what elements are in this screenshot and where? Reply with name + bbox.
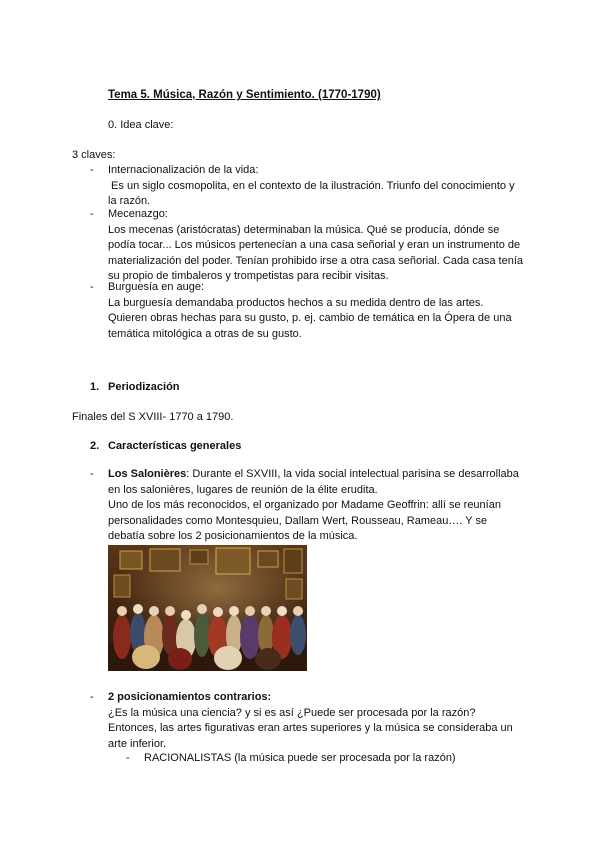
salonieres-first-line — [108, 467, 528, 483]
clave-3-line: Quieren obras hechas para su gusto, p. ej. cambio de temática en la Ópera de una — [108, 312, 512, 324]
clave-2-line: Los mecenas (aristócratas) determinaban la música. Qué se producía, dónde se — [108, 223, 500, 236]
list-bullet: - — [90, 164, 94, 176]
section-1-title: Periodización — [108, 381, 180, 393]
clave-2-line: materialización del poder. Tenían prohibido irse a otra casa señorial. Cada casa tenía — [108, 254, 523, 267]
section-1-text: Finales del S XVIII- 1770 a 1790. — [72, 411, 234, 423]
salonieres-line: debatía sobre los 2 posicionamientos de la música. — [108, 530, 358, 542]
salon-painting — [108, 545, 307, 671]
salonieres-label: Los Salonières — [108, 468, 187, 480]
clave-2-heading: Mecenazgo: — [108, 208, 168, 220]
list-bullet: - — [90, 691, 94, 703]
list-bullet: - — [90, 208, 94, 220]
clave-1-heading: Internacionalización de la vida: — [108, 164, 259, 176]
clave-1-line: Es un siglo cosmopolita, en el contexto de la ilustración. Triunfo del conocimiento y — [108, 179, 515, 192]
list-bullet: - — [90, 281, 94, 293]
salonieres-rest: : Durante el SXVIII, la vida social intelectual parisina se desarrollaba — [186, 468, 519, 480]
posicionamientos-title: 2 posicionamientos contrarios: — [108, 691, 272, 703]
clave-3-heading: Burguesía en auge: — [108, 281, 205, 293]
salonieres-line: personalidades como Montesquieu, Dallam Wert, Rousseau, Rameau…. Y se — [108, 514, 488, 527]
list-bullet: - — [90, 468, 94, 480]
clave-3 — [108, 280, 528, 342]
clave-3-line: La burguesía demandaba productos hechos a su medida dentro de las artes. — [108, 296, 484, 309]
salonieres-line: Uno de los más reconocidos, el organizado por Madame Geoffrin: allí se reunían — [108, 499, 501, 511]
clave-2-line: podía tocar... Los músicos pertenecían a una casa señorial y eran un instrumento de — [108, 239, 521, 251]
idea-clave-heading: 0. Idea clave: — [108, 119, 174, 131]
posicionamientos-line: Entonces, las artes figurativas eran artes superiores y la música se consideraba un — [108, 722, 513, 734]
section-2-title: Características generales — [108, 440, 242, 452]
racionalistas-item: RACIONALISTAS (la música puede ser procesada por la razón) — [144, 752, 456, 764]
clave-2-line: su propio de timbaleros y trompetistas para recibir visitas. — [108, 270, 389, 282]
salon-painting-art — [108, 545, 307, 671]
clave-2 — [108, 207, 528, 285]
salonieres-line: en los salonières, lugares de reunión de la élite erudita. — [108, 483, 378, 496]
section-1-number: 1. — [90, 381, 100, 393]
clave-1 — [108, 163, 528, 210]
clave-1-line: la razón. — [108, 195, 151, 207]
clave-3-line: temática mitológica a otras de su gusto. — [108, 327, 302, 340]
section-2-number: 2. — [90, 440, 100, 452]
tres-claves-label: 3 claves: — [72, 149, 116, 161]
posicionamientos-line: arte inferior. — [108, 737, 167, 750]
salonieres-block — [108, 467, 528, 545]
list-bullet: - — [126, 752, 130, 764]
page-title: Tema 5. Música, Razón y Sentimiento. (1770-1790) — [108, 89, 381, 101]
posicionamientos-line: ¿Es la música una ciencia? y si es así ¿Puede ser procesada por la razón? — [108, 706, 476, 719]
posicionamientos-block — [108, 690, 528, 752]
